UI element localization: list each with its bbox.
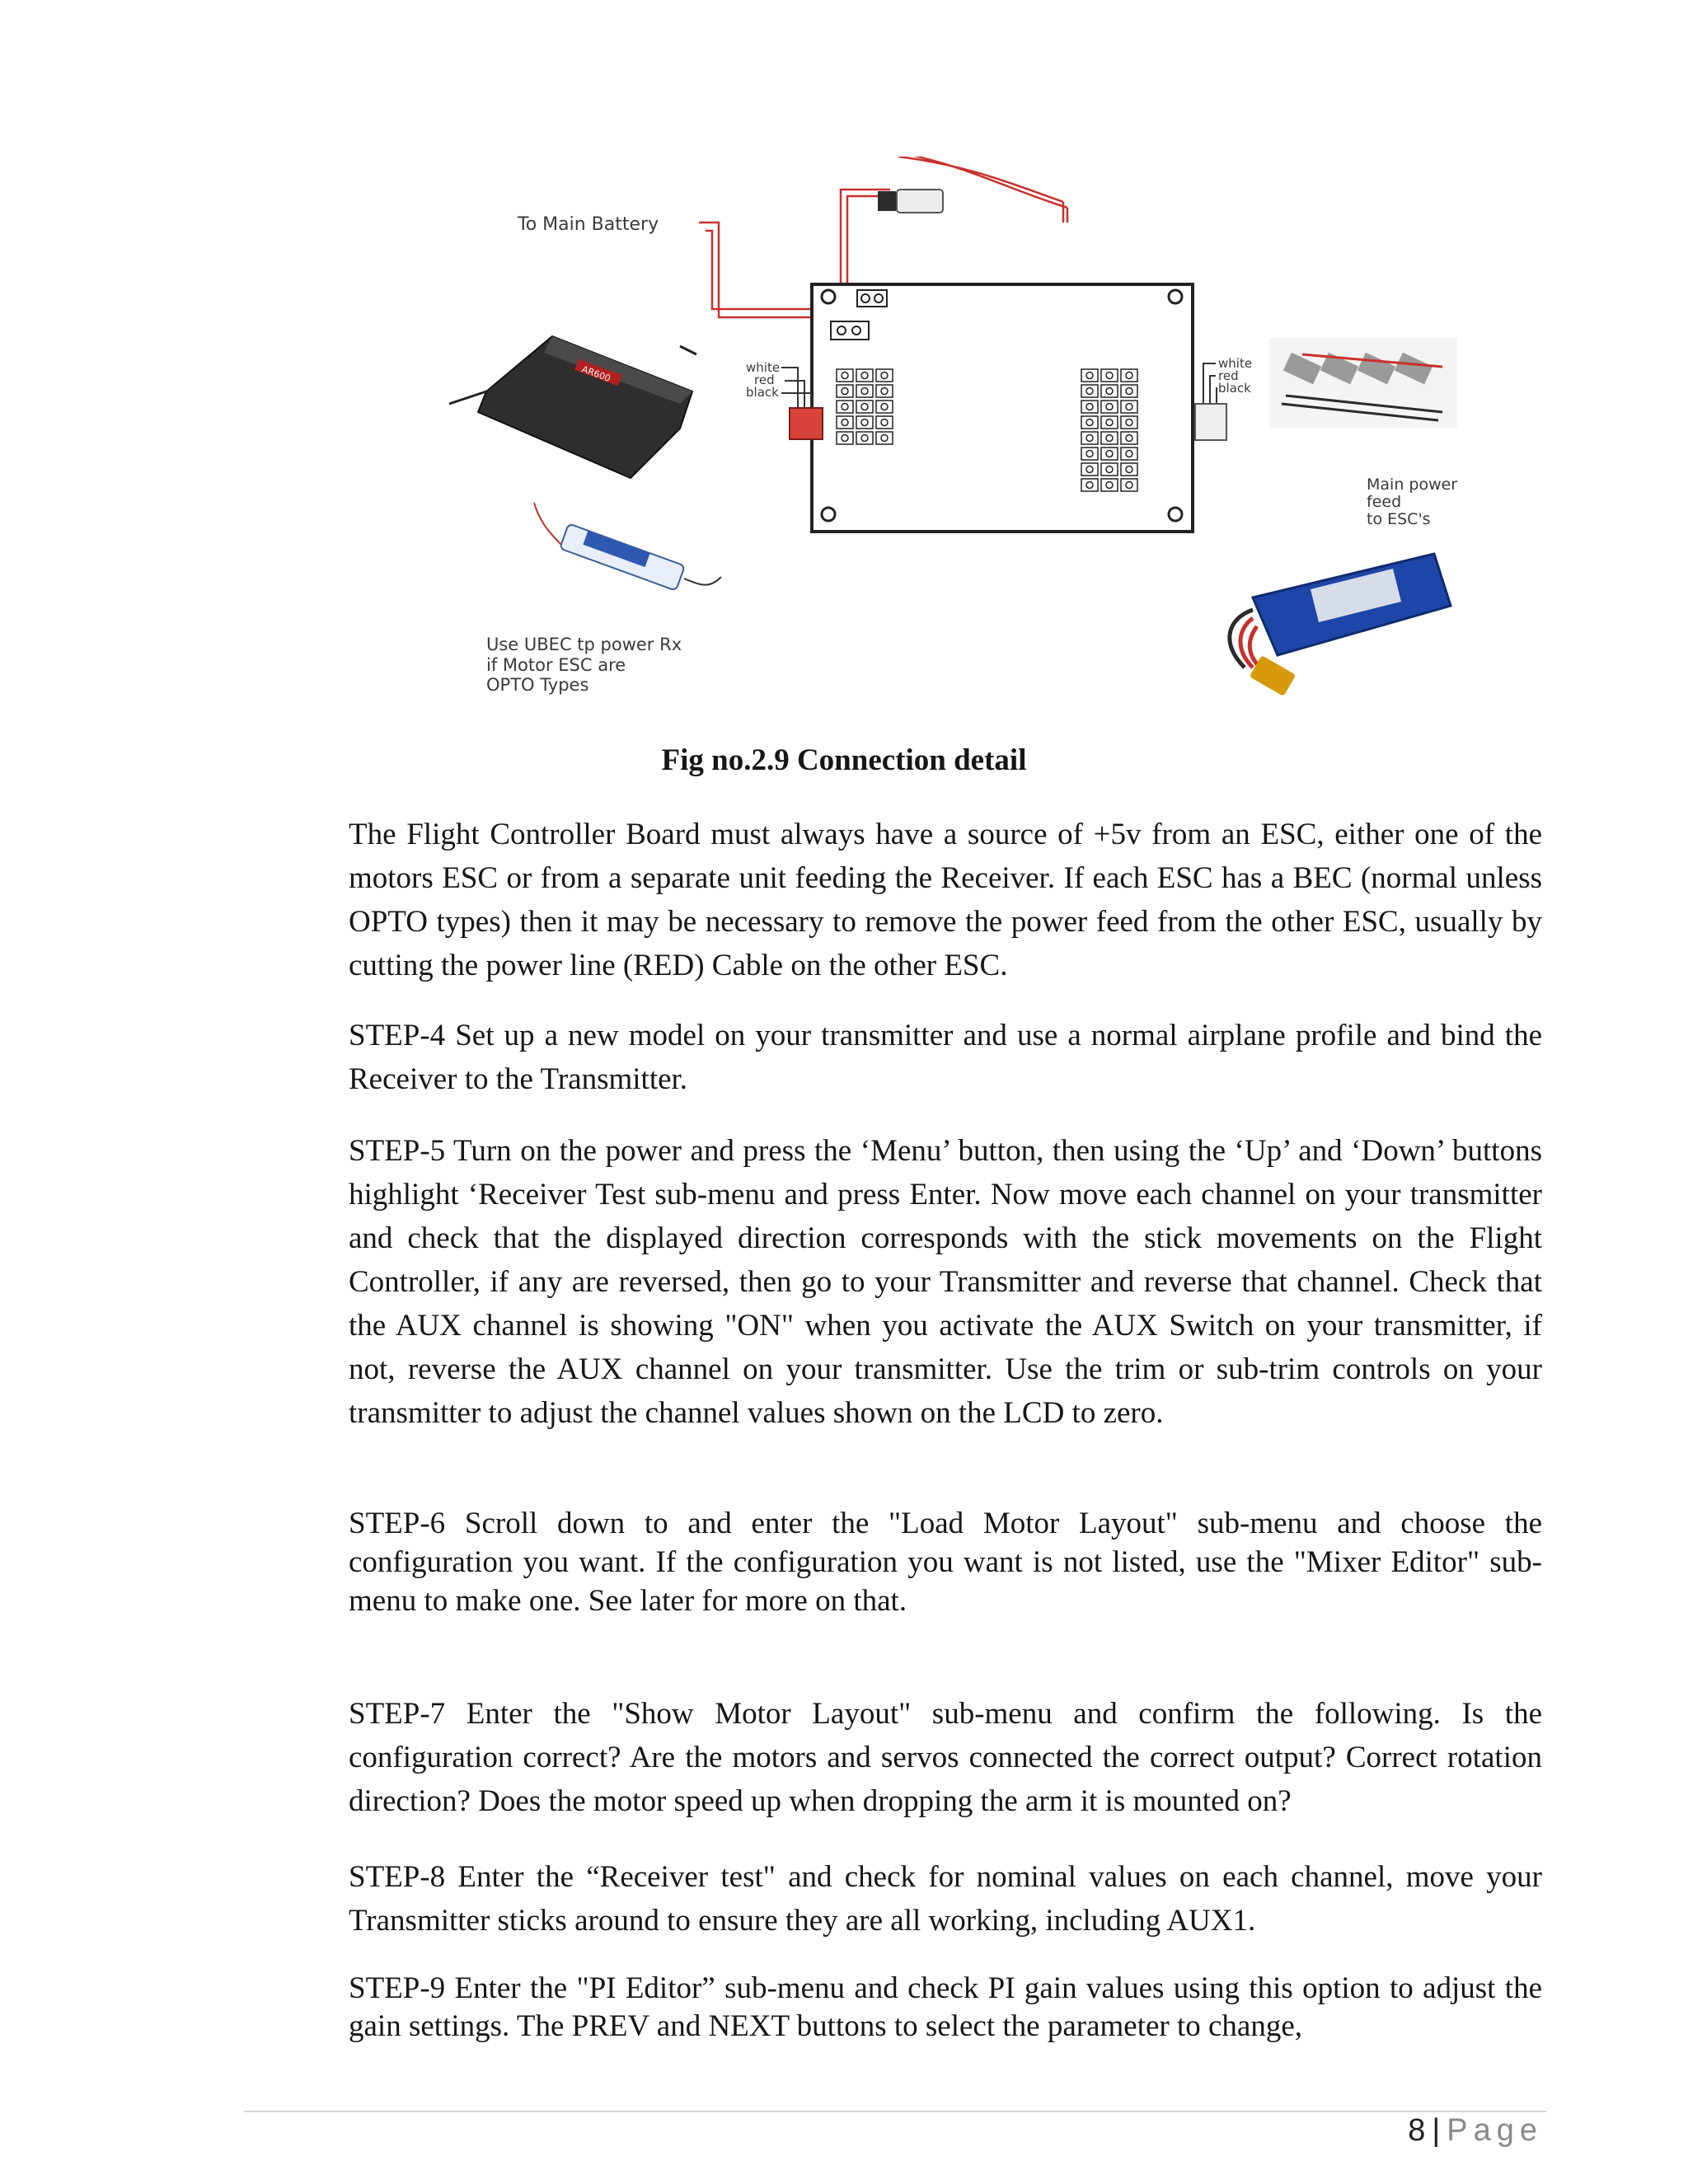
ubec-note-line-2: if Motor ESC are	[486, 655, 626, 675]
receiver-brand-label: AR600	[580, 363, 612, 384]
connection-diagram	[429, 157, 1484, 725]
footer-divider	[244, 2111, 1546, 2112]
paragraph-step-6: STEP-6 Scroll down to and enter the "Load Motor Layout" sub-menu and choose the configuration you want. If the configuration you want is not listed, use the "Mixer Editor" sub-menu to make one. See later for more on that.	[349, 1507, 1542, 1618]
power-plug	[878, 190, 943, 213]
receiver-image	[449, 336, 696, 478]
right-wire-label-red: red	[1218, 368, 1239, 383]
ubec-note-line-3: OPTO Types	[486, 675, 589, 695]
paragraph-step-9: STEP-9 Enter the "PI Editor” sub-menu and check PI gain values using this option to adjust the gain settings. The PREV and NEXT buttons to select the parameter to change,	[349, 1971, 1542, 2043]
ubec-image	[534, 503, 721, 591]
left-wire-label-white: white	[746, 360, 781, 375]
page-separator: |	[1432, 2113, 1441, 2148]
paragraph-power-source: The Flight Controller Board must always have a source of +5v from an ESC, either one of the motors ESC or from a separate unit feeding the Receiver. If each ESC has a BEC (normal unless OPTO types) then it may be necessary to remove the power feed from the other ESC, usually by cutting the power line (RED) Cable on the other ESC.	[349, 818, 1542, 982]
right-wire-label-white: white	[1218, 356, 1253, 371]
to-main-battery-label: To Main Battery	[518, 214, 659, 235]
main-power-label-line-1: Main power	[1367, 476, 1458, 494]
left-servo-connector	[790, 408, 823, 439]
lipo-battery-image	[1230, 554, 1451, 696]
esc-group-image	[1269, 338, 1457, 429]
ubec-note-line-1: Use UBEC tp power Rx	[486, 635, 682, 654]
page-footer	[1408, 2110, 1543, 2151]
paragraph-step-4: STEP-4 Set up a new model on your transmitter and use a normal airplane profile and bind the Receiver to the Transmitter.	[349, 1019, 1542, 1096]
main-power-label-line-2: feed	[1367, 493, 1402, 511]
right-wire-label-black: black	[1218, 381, 1251, 396]
paragraph-step-5: STEP-5 Turn on the power and press the ‘Menu’ button, then using the ‘Up’ and ‘Down’ buttons highlight ‘Receiver Test sub-menu and press Enter. Now move each channel on your transmitter and check that the displayed direction corresponds with the stick movements on the Flight Controller, if any are reversed, then go to your Transmitter and reverse that channel. Check that the AUX channel is showing "ON" when you activate the AUX Switch on your transmitter, if not, reverse the AUX channel on your transmitter. Use the trim or sub-trim controls on your transmitter to adjust the channel values shown on the LCD to zero.	[349, 1134, 1542, 1430]
paragraph-step-7: STEP-7 Enter the "Show Motor Layout" sub-menu and confirm the following. Is the configuration correct? Are the motors and servos connected the correct output? Correct rotation direction? Does the motor speed up when dropping the arm it is mounted on?	[349, 1697, 1542, 1818]
page-label: Page	[1447, 2113, 1543, 2148]
right-servo-connector	[1195, 404, 1226, 440]
left-wire-label-black: black	[746, 385, 779, 400]
left-wire-label-red: red	[754, 373, 775, 387]
paragraph-step-8: STEP-8 Enter the “Receiver test" and check for nominal values on each channel, move your Transmitter sticks around to ensure they are all working, including AUX1.	[349, 1860, 1542, 1938]
figure-caption: Fig no.2.9 Connection detail	[661, 743, 1027, 777]
page-number: 8	[1408, 2113, 1426, 2148]
plug-wires	[841, 157, 1067, 284]
main-power-label-line-3: to ESC's	[1367, 510, 1431, 528]
